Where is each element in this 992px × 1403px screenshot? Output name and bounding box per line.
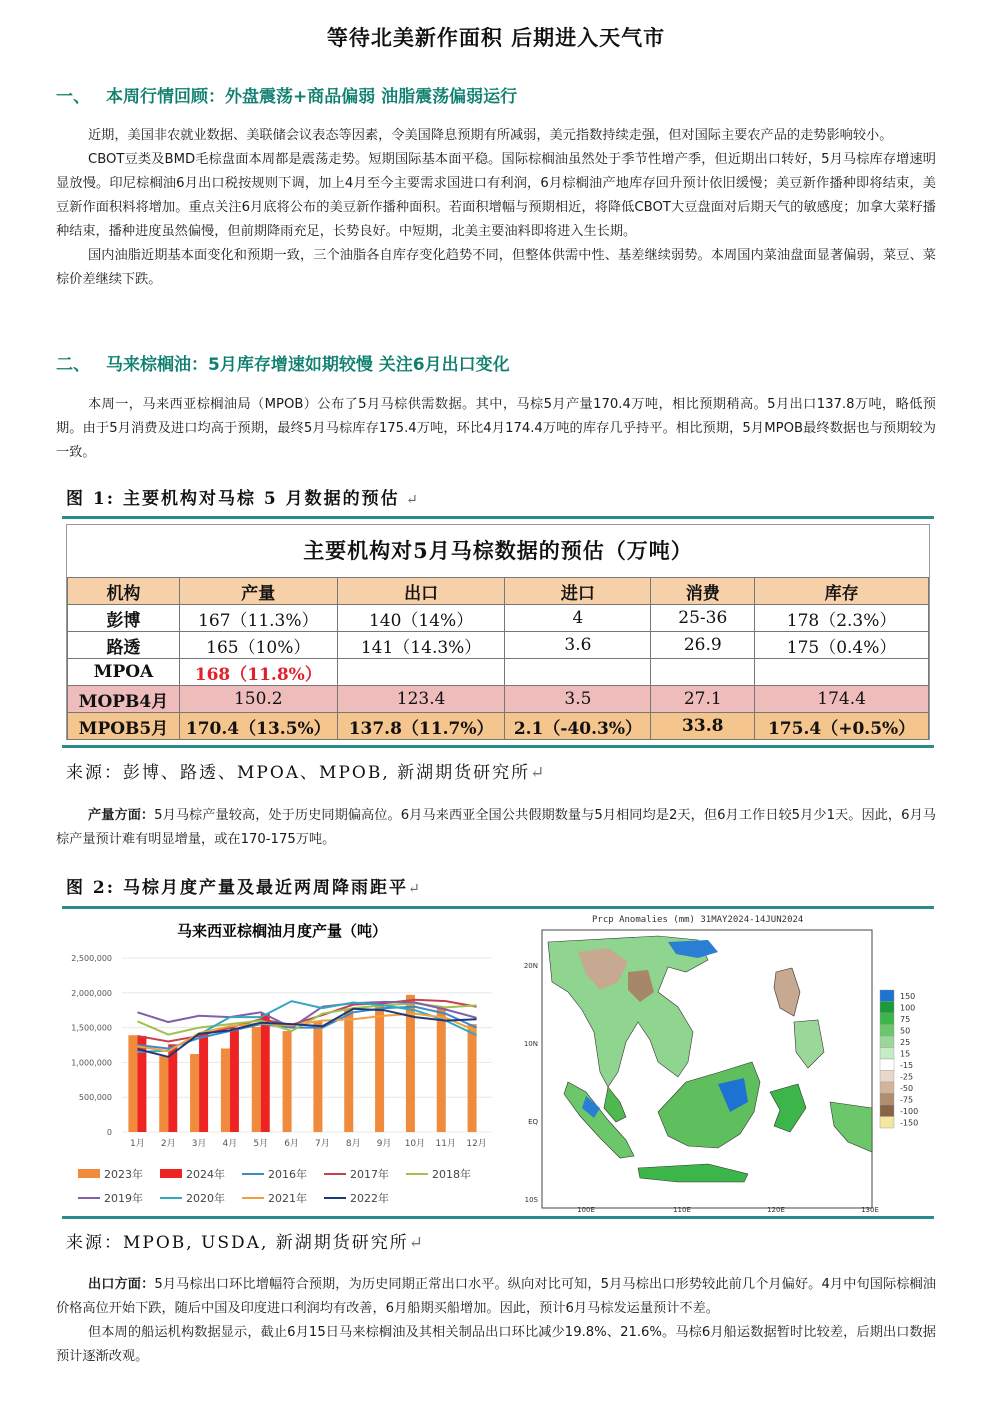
table-header-cell: 机构 [68, 578, 180, 605]
table-cell: 174.4 [755, 686, 929, 713]
return-mark-icon: ↵ [399, 492, 420, 508]
figure1-caption [66, 484, 420, 509]
section2-heading [56, 350, 510, 375]
legend-color-box [880, 1094, 894, 1106]
legend-value: 15 [900, 1049, 911, 1059]
figure1-top-rule [62, 516, 934, 519]
export-paragraph [56, 1273, 936, 1369]
export-text-1: 5月马棕出口环比增幅符合预期，为历史同期正常出口水平。纵向对比可知，5月马棕出口形势较此前几个月偏好。4月中旬国际棕榈油价格高位开始下跌，随后中国及印度进口利润均有改善，6月船期买船增加。因此，预计6月马棕发运量预计不差。 [56, 1277, 936, 1316]
bar-2023年 [128, 1035, 137, 1132]
table-cell [651, 659, 755, 686]
export-label: 出口方面： [88, 1277, 155, 1292]
table-cell: 137.8（11.7%） [337, 713, 505, 740]
legend-value: 50 [900, 1026, 911, 1036]
legend-value: 150 [900, 992, 916, 1001]
x-tick-label: 5月 [253, 1139, 269, 1149]
y-tick-label: 2,000,000 [71, 988, 112, 998]
figure1-source [66, 758, 546, 783]
bar-2023年 [252, 1027, 261, 1132]
legend-color-box [880, 1025, 894, 1037]
bar-2023年 [468, 1024, 477, 1132]
table-cell [755, 659, 929, 686]
return-mark-icon: ↵ [408, 1233, 426, 1253]
section2-number: 二、 [56, 355, 90, 375]
bar-2023年 [283, 1031, 292, 1132]
legend-value: -50 [900, 1084, 914, 1093]
section2-heading-text: 马来棕榈油：5月库存增速如期较慢 关注6月出口变化 [106, 355, 510, 375]
figure2-source [66, 1228, 425, 1253]
bar-2023年 [344, 1010, 353, 1132]
y-tick-label: 1,500,000 [71, 1023, 112, 1033]
longitude-label: 120E [767, 1206, 785, 1214]
latitude-label: 20N [523, 962, 538, 970]
legend-value: -25 [900, 1072, 914, 1082]
section1-heading [56, 82, 517, 107]
x-tick-label: 7月 [315, 1139, 330, 1149]
bar-2023年 [437, 1008, 446, 1132]
legend-value: -150 [900, 1118, 919, 1128]
x-tick-label: 10月 [404, 1139, 426, 1149]
table-cell: 路透 [68, 632, 180, 659]
bar-2023年 [375, 1004, 384, 1132]
table-cell: 141（14.3%） [337, 632, 505, 659]
legend-label: 2022年 [350, 1192, 389, 1205]
table-row [68, 659, 929, 686]
legend-label: 2021年 [268, 1192, 307, 1205]
table-cell: MPOA [68, 659, 180, 686]
x-tick-label: 3月 [191, 1139, 207, 1149]
export-text-2: 但本周的船运机构数据显示，截止6月15日马来棕榈油及其相关制品出口环比减少19.8%、21.6%。马棕6月船运数据暂时比较差，后期出口数据预计逐渐改观。 [56, 1325, 936, 1364]
section1-paragraph-3: 国内油脂近期基本面变化和预期一致，三个油脂各自库存变化趋势不同，但整体供需中性、基差继续弱势。本周国内菜油盘面显著偏弱，菜豆、菜棕价差继续下跌。 [56, 248, 936, 287]
page-title: 等待北美新作面积 后期进入天气市 [326, 25, 666, 50]
bar-2023年 [190, 1054, 199, 1132]
table-row [68, 686, 929, 713]
bar-2023年 [313, 1021, 322, 1132]
legend-label: 2024年 [186, 1168, 225, 1181]
table-cell [337, 659, 505, 686]
bar-2023年 [221, 1048, 230, 1132]
longitude-label: 100E [577, 1206, 595, 1214]
longitude-label: 110E [673, 1206, 691, 1214]
latitude-label: EQ [528, 1118, 538, 1126]
legend-color-box [880, 1036, 894, 1048]
table-cell: 178（2.3%） [755, 605, 929, 632]
y-tick-label: 500,000 [78, 1093, 112, 1103]
section2-body [56, 393, 936, 465]
legend-value: -15 [900, 1061, 914, 1070]
table-cell: 彭博 [68, 605, 180, 632]
table-header-cell: 库存 [755, 578, 929, 605]
figure2-caption-text: 图 2: 马棕月度产量及最近两周降雨距平 [66, 878, 408, 898]
table-cell: 26.9 [651, 632, 755, 659]
x-tick-label: 8月 [345, 1139, 361, 1149]
chart-lines [137, 1000, 476, 1057]
legend-value: -100 [900, 1107, 919, 1116]
legend-color-box [880, 1059, 894, 1071]
figure1-table-frame [66, 524, 930, 740]
table-cell: MOPB4月 [68, 686, 180, 713]
latitude-label: 10S [524, 1196, 538, 1204]
legend-color-box [880, 1048, 894, 1060]
table-cell: MPOB5月 [68, 713, 180, 740]
x-tick-label: 2月 [160, 1139, 176, 1149]
production-text: 5月马棕产量较高，处于历史同期偏高位。6月马来西亚全国公共假期数量与5月相同均是2天，但6月工作日较5月少1天。因此，6月马棕产量预计难有明显增量，或在170-175万吨。 [56, 808, 936, 847]
legend-value: -75 [900, 1095, 914, 1105]
table-cell: 175（0.4%） [755, 632, 929, 659]
legend-value: 75 [900, 1015, 911, 1024]
table-cell: 33.8 [651, 713, 755, 740]
production-chart [66, 912, 502, 1214]
section2-paragraph-1: 本周一，马来西亚棕榈油局（MPOB）公布了5月马棕供需数据。其中，马棕5月产量170.4万吨，相比预期稍高。5月出口137.8万吨，略低预期。由于5月消费及进口均高于预期，最终5月马棕库存175.4万吨，环比4月174.4万吨的库存几乎持平。相比预期，5月MPOB最终数据也与预期较为一致。 [56, 397, 936, 460]
x-tick-label: 4月 [222, 1139, 238, 1149]
legend-label: 2017年 [350, 1168, 389, 1181]
section1-paragraph-1: 近期，美国非农就业数据、美联储会议表态等因素，令美国降息预期有所减弱，美元指数持续走强，但对国际主要农产品的走势影响较小。 [88, 128, 893, 143]
table-cell: 4 [505, 605, 651, 632]
table-cell [505, 659, 651, 686]
figure1-bottom-rule [62, 745, 934, 748]
x-tick-label: 9月 [376, 1139, 392, 1149]
figure1-table-title: 主要机构对5月马棕数据的预估（万吨） [303, 538, 693, 563]
longitude-label: 130E [861, 1206, 879, 1214]
section1-body [56, 124, 936, 292]
table-header-cell: 消费 [651, 578, 755, 605]
table-cell: 123.4 [337, 686, 505, 713]
bar-2024年 [230, 1028, 239, 1132]
table-header-row [68, 578, 929, 605]
table-cell: 165（10%） [179, 632, 337, 659]
x-tick-label: 12月 [466, 1139, 487, 1149]
table-cell: 3.5 [505, 686, 651, 713]
legend-value: 25 [900, 1038, 911, 1047]
table-header-cell: 产量 [179, 578, 337, 605]
legend-color-box [880, 1002, 894, 1014]
map-title: Prcp Anomalies (mm) 31MAY2024-14JUN2024 [592, 915, 804, 925]
legend-color-box [880, 1105, 894, 1117]
table-row [68, 605, 929, 632]
legend-value: 100 [900, 1003, 916, 1013]
latitude-label: 10N [523, 1040, 538, 1048]
legend-color-box [880, 1082, 894, 1094]
bar-2023年 [159, 1056, 168, 1132]
legend-label: 2023年 [104, 1168, 143, 1181]
legend-label: 2018年 [432, 1168, 471, 1181]
table-row [68, 632, 929, 659]
bar-2024年 [199, 1033, 208, 1132]
y-tick-label: 1,000,000 [71, 1058, 112, 1068]
table-cell: 3.6 [505, 632, 651, 659]
table-cell: 140（14%） [337, 605, 505, 632]
bar-2024年 [168, 1044, 177, 1132]
estimates-table [67, 577, 929, 740]
figure1-caption-text: 图 1: 主要机构对马棕 5 月数据的预估 [66, 489, 400, 509]
table-cell: 175.4（+0.5%） [755, 713, 929, 740]
legend-swatch [78, 1169, 100, 1178]
production-label: 产量方面： [88, 808, 155, 823]
table-cell: 150.2 [179, 686, 337, 713]
legend-color-box [880, 1013, 894, 1025]
table-header-cell: 进口 [505, 578, 651, 605]
bar-2024年 [261, 1014, 270, 1132]
y-tick-label: 0 [106, 1128, 112, 1137]
production-paragraph [56, 804, 936, 852]
legend-label: 2019年 [104, 1192, 143, 1205]
table-cell: 27.1 [651, 686, 755, 713]
figure1-source-text: 来源：彭博、路透、MPOA、MPOB, 新湖期货研究所 [66, 763, 531, 783]
x-tick-label: 1月 [130, 1139, 145, 1149]
table-cell: 25-36 [651, 605, 755, 632]
table-cell-highlight: 168（11.8%） [179, 659, 337, 686]
return-mark-icon: ↵ [407, 881, 422, 897]
figure2-caption [66, 873, 422, 898]
y-tick-label: 2,500,000 [71, 954, 112, 963]
figure2-source-text: 来源：MPOB, USDA, 新湖期货研究所 [66, 1233, 409, 1253]
legend-color-box [880, 1071, 894, 1083]
chart-title: 马来西亚棕榈油月度产量（吨） [176, 922, 388, 940]
legend-color-box [880, 990, 894, 1002]
x-tick-label: 6月 [284, 1139, 299, 1149]
legend-label: 2016年 [268, 1168, 307, 1181]
table-row [68, 713, 929, 740]
figure2-bottom-rule [62, 1216, 934, 1219]
x-tick-label: 11月 [435, 1139, 456, 1149]
chart-legend [78, 1167, 471, 1205]
section1-paragraph-2: CBOT豆类及BMD毛棕盘面本周都是震荡走势。短期国际基本面平稳。国际棕榈油虽然处于季节性增产季，但近期出口转好，5月马棕库存增速明显放慢。印尼棕榈油6月出口税按规则下调，加上4月至今主要需求国进口有利润，6月棕榈油产地库存回升预计依旧缓慢；美豆新作播种即将结束，美豆新作面积料将增加。重点关注6月底将公布的美豆新作播种面积。若面积增幅与预期相近，将降低CBOT大豆盘面对后期天气的敏感度；加拿大菜籽播种结束，播种进度虽然偏慢，但前期降雨充足，长势良好。中短期，北美主要油料即将进入生长期。 [56, 152, 936, 239]
line-2017年 [137, 1000, 476, 1042]
rainfall-anomaly-map [508, 912, 934, 1214]
legend-color-box [880, 1117, 894, 1129]
table-header-cell: 出口 [337, 578, 505, 605]
table-cell: 170.4（13.5%） [179, 713, 337, 740]
table-cell: 2.1（-40.3%） [505, 713, 651, 740]
section1-number: 一、 [56, 87, 90, 107]
legend-label: 2020年 [186, 1192, 225, 1205]
section1-heading-text: 本周行情回顾：外盘震荡+商品偏弱 油脂震荡偏弱运行 [106, 87, 518, 107]
return-mark-icon: ↵ [530, 763, 547, 783]
legend-swatch [160, 1169, 182, 1178]
table-cell: 167（11.3%） [179, 605, 337, 632]
figure2-top-rule [62, 906, 934, 909]
